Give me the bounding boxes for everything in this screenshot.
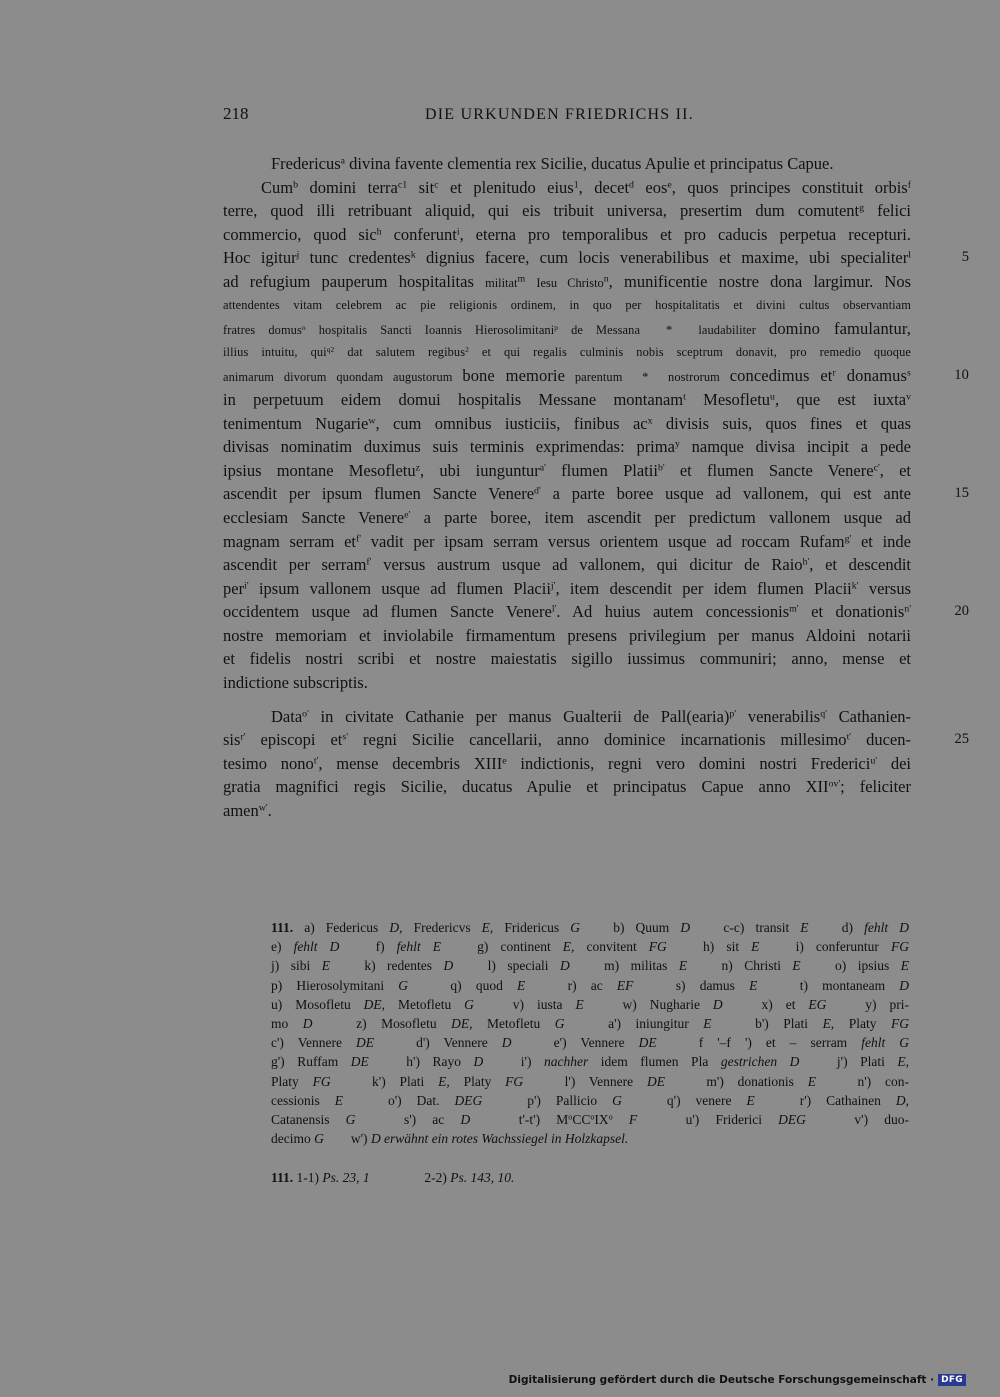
text-line: amen$^{w'}$.: [223, 801, 272, 821]
text-line: tesimo nono$^{t'}$, mense decembris XIIIe indictionis, regni vero domini nostri Frederici$^{u'}$ dei: [223, 753, 912, 773]
document-body: [223, 152, 969, 823]
line-number: 10: [954, 367, 969, 384]
note-line: c') Vennere DE d') Vennere D e') Vennere DE f '–f ') et – serram fehlt G: [271, 1035, 909, 1051]
note-line: u) Mosofletu DE, Metofletu G v) iusta E w) Nugharie D x) et EG y) pri-: [271, 996, 909, 1012]
text-line: tenimentum Nugarie$^w$, cum omnibus iusticiis, finibus $ac^x$ divisis suis, quos fines et quas: [223, 413, 911, 433]
text-line: animarum divorum quondam augustorum bone memorie parentum * nostrorum concedimus $et^r$ donamus$^s$ 10: [223, 364, 911, 388]
line-number: 15: [954, 485, 969, 502]
footer-credit: [509, 1372, 966, 1388]
line-number: 5: [961, 249, 969, 266]
text-line: Cum$^b$ domini terra$^{c1}$ sit$^c$ et plenitudo eius$^1$, decet$^d$ eos$^e$, quos principes constituit orbis$^f$: [261, 177, 912, 197]
notes2-number: 111.: [271, 1170, 294, 1185]
note-line: Platy FG k') Plati E, Platy FG l') Vennere DE m') donationis E n') con-: [271, 1073, 909, 1089]
text-line: Hoc igitur$^j$ tunc credentes$^k$ dignius facere, cum locis venerabilibus et maxime, ubi specialiter$^l$ 5: [223, 246, 911, 270]
text-line: occidentem usque ad flumen Sancte Venere$^{l'}$. Ad huius autem concessionis$^{m'}$ et donationis$^{n'}$ 20: [223, 600, 911, 624]
note-line: cessionis E o') Dat. DEG p') Pallicio G q') venere E r') Cathainen D,: [271, 1092, 910, 1108]
notes2-a-ref: Ps. 23, 1: [322, 1170, 370, 1185]
text-line: et fidelis nostri scribi et nostre maiestatis sigillo iussimus communiri; anno, mense et: [223, 649, 911, 669]
notes2-b: 2-2): [424, 1170, 447, 1185]
text-line: gratia magnifici regis Sicilie, ducatus Apulie et principatus Capue anno $XII^{ov'}$; feliciter: [223, 777, 911, 797]
text-line: attendentes vitam celebrem ac pie religionis ordinem, in quo per hospitalitatis et divini cultus observantiam: [223, 297, 911, 312]
text-line: ad refugium pauperum hospitalitas militat$^m$ Iesu Christo$^n$, munificentie nostre dona largimur. Nos: [223, 271, 912, 291]
text-line: nostre memoriam et inviolabile firmamentum presens privilegium per manus Aldoini notarii: [223, 625, 911, 645]
text-line: divisas nominatim duximus suis terminis exprimendas: prima$^y$ namque divisa incipit a pede: [223, 437, 912, 457]
page-header: [223, 104, 913, 130]
text-line: illius intuitu, qui$^{q2}$ dat salutem regibus$^2$ et qui regalis culminis nobis sceptrum donavit, pro remedio quoque: [223, 344, 912, 359]
line-number: 20: [954, 603, 969, 620]
note-line: p) Hierosolymitani G q) quod E r) ac EF s) damus E t) montaneam D: [271, 977, 910, 993]
note-line: j) sibi E k) redentes D l) speciali D m) militas E n) Christi E o) ipsius E: [271, 958, 909, 974]
running-title: DIE URKUNDEN FRIEDRICHS II.: [425, 106, 694, 123]
text-line: per$^{i'}$ ipsum vallonem usque ad flumen Placii$^{j'}$, item descendit per idem flumen Placii$^{k'}$ versus: [223, 578, 911, 598]
text-line: ascendit per serram$^{f'}$ versus austrum usque ad vallonem, qui dicitur de Raio$^{h'}$, et descendit: [223, 555, 911, 575]
note-line: 111. a) Federicus D, Fredericvs E, Fridericus G b) Quum D c-c) transit E d) fehlt D: [271, 920, 909, 935]
text-line: magnam serram $et^{f'}$ vadit per ipsam serram versus orientem usque ad roccam Rufam$^{g'}$ et inde: [223, 531, 911, 551]
text-line: fratres domus$^o$ hospitalis Sancti Ioannis Hierosolimitani$^p$ de Messana * laudabiliter domino famulantur,: [223, 319, 911, 339]
note-line: mo D z) Mosofletu DE, Metofletu G a') iniungitur E b') Plati E, Platy FG: [271, 1015, 909, 1031]
notes2-a: 1-1): [296, 1170, 320, 1185]
text-line: ipsius montane Mesofletu$^z$, ubi iunguntur$^{a'}$ flumen Platii$^{b'}$ et flumen Sancte Venere$^{c'}$, et: [223, 460, 911, 480]
text-line: ascendit per ipsum flumen Sancte Venere$^{d'}$ a parte boree usque ad vallonem, qui est ante 15: [223, 482, 911, 506]
notes2-b-ref: Ps. 143, 10.: [450, 1170, 515, 1185]
page-number: 218: [223, 104, 249, 123]
text-line: Data$^{o'}$ in civitate Cathanie per manus Gualterii de Pall(earia)$^{p'}$ venerabilis$^{q'}$ Cathanien-: [271, 706, 912, 726]
text-line: commercio, quod sic$^h$ conferunt$^i$, eterna pro temporalibus et pro caducis perpetua recepturi.: [223, 224, 911, 244]
footer-text: Digitalisierung gefördert durch die Deutsche Forschungsgemeinschaft ·: [508, 1374, 935, 1386]
note-line: decimo G w') D erwähnt ein rotes Wachssiegel in Holzkapsel.: [271, 1131, 629, 1147]
critical-apparatus: [271, 918, 909, 1148]
note-line: e) fehlt D f) fehlt E g) continent E, convitent FG h) sit E i) conferuntur FG: [271, 939, 909, 955]
text-line: sis$^{r'}$ episcopi $et^{s'}$ regni Sicilie cancellarii, anno dominice incarnationis millesimo$^{t'}$ ducen- 25: [223, 728, 911, 752]
text-line: in perpetuum eidem domui hospitalis Messane montanam$^t$ Mesofletu$^u$, que est iuxta$^v$: [223, 389, 911, 409]
text-line: Fredericus$^a$ divina favente clementia rex Sicilie, ducatus Apulie et principatus Capue.: [271, 154, 834, 173]
note-line: Catanensis G s') ac D t'-t') $M^oCC^oIX^o$ F u') Friderici DEG v') duo-: [271, 1111, 909, 1127]
dfg-logo: DFG: [938, 1374, 966, 1386]
note-line: g') Ruffam DE h') Rayo D i') nachher idem flumen Pla gestrichen D j') Plati E,: [271, 1054, 909, 1070]
text-line: ecclesiam Sancte Venere$^{e'}$ a parte boree, item ascendit per predictum vallonem usque ad: [223, 507, 912, 527]
source-notes: [271, 1170, 671, 1186]
text-line: indictione subscriptis.: [223, 673, 368, 693]
line-number: 25: [954, 731, 969, 748]
text-line: terre, quod illi retribuant aliquid, qui eis tribuit universa, presertim dum comutent$^g$ felici: [223, 201, 911, 221]
